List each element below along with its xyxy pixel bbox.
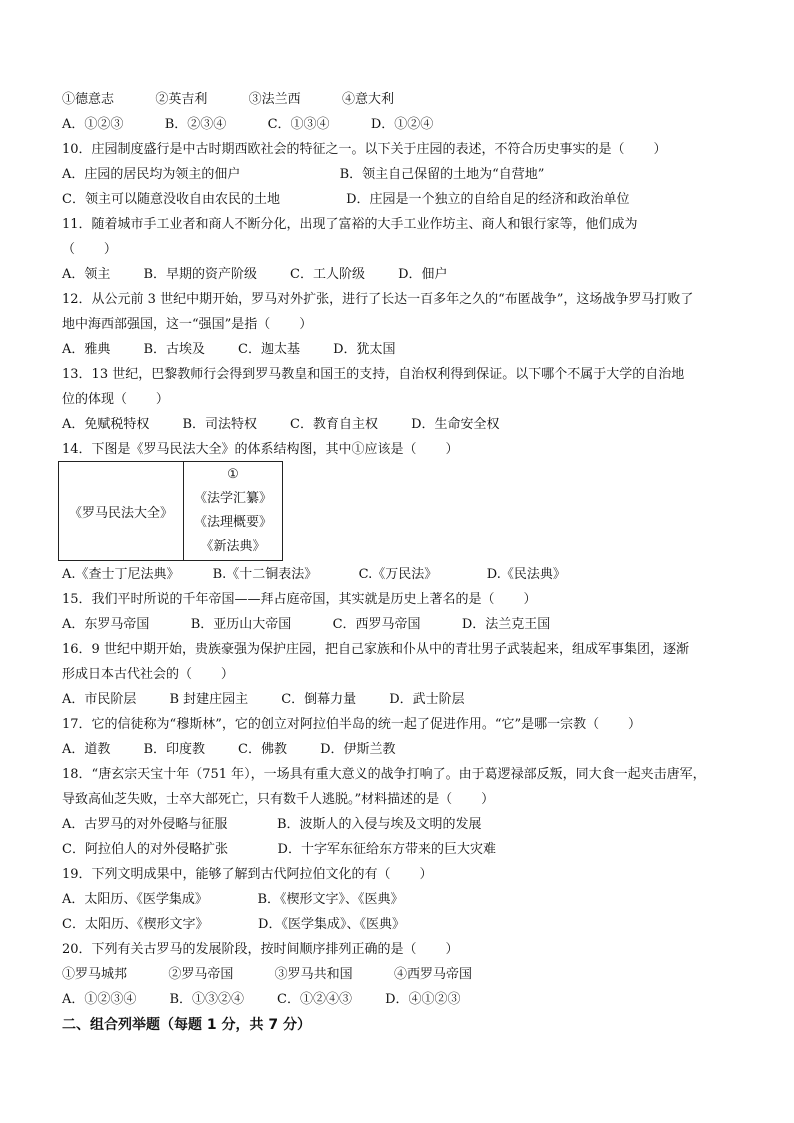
- text-line: 16．9 世纪中期开始，贵族豪强为保护庄园，把自己家族和仆从中的青壮男子武装起来，组成军事集团，逐渐: [62, 642, 689, 657]
- text-line: （ ）: [62, 242, 117, 257]
- diagram-item-blank: ①: [227, 467, 239, 482]
- text-line: A．①②③④ B．①③②④ C．①②④③ D．④①②③: [62, 992, 461, 1007]
- text-line: A.《查士丁尼法典》 B.《十二铜表法》 C.《万民法》 D.《民法典》: [62, 567, 566, 582]
- text-line: 19．下列文明成果中，能够了解到古代阿拉伯文化的有（ ）: [62, 867, 433, 882]
- text-line: C．阿拉伯人的对外侵略扩张 D．十字军东征给东方带来的巨大灾难: [62, 842, 496, 857]
- text-line: A．古罗马的对外侵略与征服 B．波斯人的入侵与埃及文明的发展: [62, 817, 482, 832]
- diagram-left-cell: [59, 462, 184, 561]
- text-line: A．道教 B．印度教 C．佛教 D．伊斯兰教: [62, 742, 396, 757]
- text-line: A．雅典 B．古埃及 C．迦太基 D．犹太国: [62, 342, 396, 357]
- text-line: 14．下图是《罗马民法大全》的体系结构图，其中①应该是（ ）: [62, 442, 459, 457]
- text-line: ①德意志 ②英吉利 ③法兰西 ④意大利: [62, 92, 394, 107]
- text-line: A．领主 B．早期的资产阶级 C．工人阶级 D．佃户: [62, 267, 448, 282]
- diagram-item-novels: 《新法典》: [200, 539, 266, 554]
- diagram-item-digest: 《法学汇纂》: [193, 491, 272, 506]
- text-line: A．市民阶层 B 封建庄园主 C．倒幕力量 D．武士阶层: [62, 692, 465, 707]
- text-line: 18．“唐玄宗天宝十年（751 年），一场具有重大意义的战争打响了。由于葛逻禄部反叛，同大食一起夹击唐军，: [62, 767, 706, 782]
- text-line: 10．庄园制度盛行是中古时期西欧社会的特征之一。以下关于庄园的表述，不符合历史事实的是（ ）: [62, 142, 667, 157]
- text-line: ①罗马城邦 ②罗马帝国 ③罗马共和国 ④西罗马帝国: [62, 967, 472, 982]
- text-line: 地中海西部强国，这一“强国”是指（ ）: [62, 317, 313, 332]
- text-line: 17．它的信徒称为“穆斯林”，它的创立对阿拉伯半岛的统一起了促进作用。“它”是哪一宗教（ ）: [62, 717, 642, 732]
- section-heading: 二、组合列举题（每题 1 分，共 7 分）: [62, 1017, 311, 1033]
- text-line: C．领主可以随意没收自由农民的土地 D．庄园是一个独立的自给自足的经济和政治单位: [62, 192, 630, 207]
- text-line: 形成日本古代社会的（ ）: [62, 667, 234, 682]
- diagram-right-cell: [184, 462, 283, 561]
- text-line: A．①②③ B．②③④ C．①③④ D．①②④: [62, 117, 434, 132]
- text-line: A．庄园的居民均为领主的佃户 B．领主自己保留的土地为“自营地”: [62, 167, 545, 182]
- text-line: 13．13 世纪，巴黎教师行会得到罗马教皇和国王的支持，自治权利得到保证。以下哪个不属于大学的自治地: [62, 367, 685, 382]
- text-line: 导致高仙芝失败，士卒大部死亡，只有数千人逃脱。”材料描述的是（ ）: [62, 792, 495, 807]
- text-line: 11．随着城市手工业者和商人不断分化，出现了富裕的大手工业作坊主、商人和银行家等，他们成为: [62, 217, 638, 232]
- text-line: C．太阳历、《楔形文字》 D．《医学集成》、《医典》: [62, 917, 405, 932]
- text-line: 位的体现（ ）: [62, 392, 169, 407]
- text-line: A．免赋税特权 B．司法特权 C．教育自主权 D．生命安全权: [62, 417, 500, 432]
- diagram-left-label: 《罗马民法大全》: [68, 505, 173, 521]
- structure-diagram: [58, 461, 283, 561]
- text-line: A．东罗马帝国 B．亚历山大帝国 C．西罗马帝国 D．法兰克王国: [62, 617, 551, 632]
- diagram-item-institutes: 《法理概要》: [193, 515, 272, 530]
- text-line: 20．下列有关古罗马的发展阶段，按时间顺序排列正确的是（ ）: [62, 942, 459, 957]
- text-line: 15．我们平时所说的千年帝国——拜占庭帝国，其实就是历史上著名的是（ ）: [62, 592, 537, 607]
- text-line: A．太阳历、《医学集成》 B．《楔形文字》、《医典》: [62, 892, 404, 907]
- text-line: 12．从公元前 3 世纪中期开始，罗马对外扩张，进行了长达一百多年之久的“布匿战争”，这场战争罗马打败了: [62, 292, 694, 307]
